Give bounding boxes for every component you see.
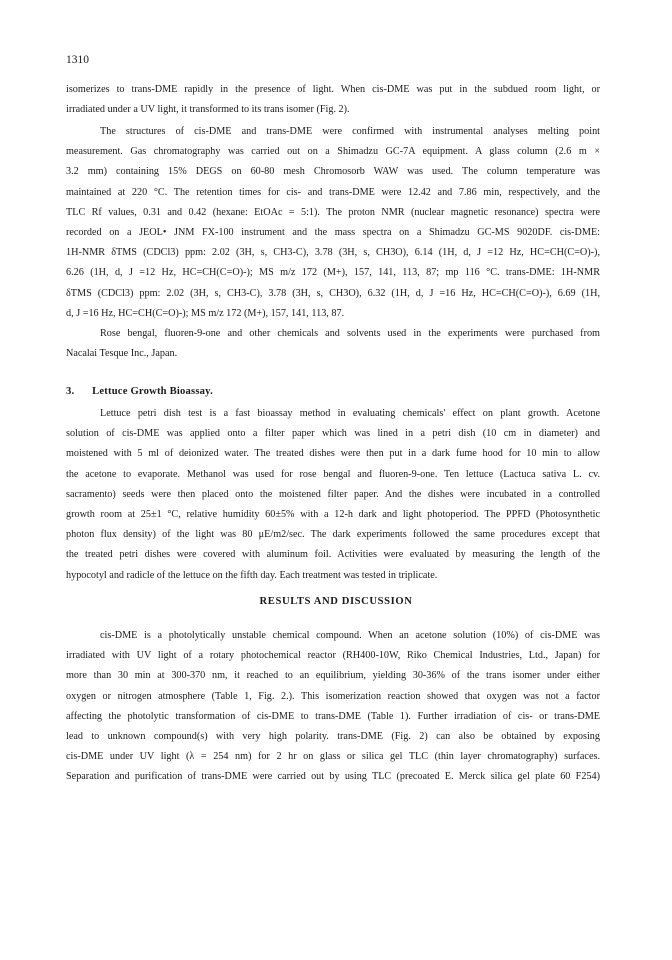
section-number: 3. <box>66 386 75 397</box>
text-line: recorded on a JEOL• JNM FX-100 instrument and the mass spectra on a Shimadzu GC-MS 9020DF. cis-DME: <box>66 227 600 239</box>
page-number: 1310 <box>66 54 89 66</box>
text-line: sacramento) seeds were then placed onto the moistened filter paper. And the dishes were incubated in a controlled <box>66 488 600 500</box>
text-line: cis-DME is a photolytically unstable chemical compound. When an acetone solution (10%) of cis-DME was <box>100 630 600 641</box>
text-line: Lettuce petri dish test is a fast bioassay method in evaluating chemicals' effect on plant growth. Acetone <box>100 408 600 419</box>
text-line: cis-DME under UV light (λ = 254 nm) for 2 hr on glass or silica gel TLC (thin layer chromatography) surfaces. <box>66 751 600 763</box>
section-title: Lettuce Growth Bioassay. <box>92 386 213 397</box>
text-line: the treated petri dishes were covered with aluminum foil. Activities were evaluated by measuring the length of the <box>66 549 600 561</box>
text-line: solution of cis-DME was applied onto a filter paper which was lined in a petri dish (10 cm in diameter) and <box>66 428 600 440</box>
text-line: oxygen or nitrogen atmosphere (Table 1, Fig. 2.). This isomerization reaction showed that oxygen was not a factor <box>66 690 600 702</box>
text-line: The structures of cis-DME and trans-DME were confirmed with instrumental analyses melting point <box>100 126 600 137</box>
text-line: hypocotyl and radicle of the lettuce on the fifth day. Each treatment was tested in triplicate. <box>66 569 438 581</box>
text-line: isomerizes to trans-DME rapidly in the presence of light. When cis-DME was put in the subdued room light, or <box>66 84 600 95</box>
text-line: Rose bengal, fluoren-9-one and other chemicals and solvents used in the experiments were purchased from <box>100 328 600 339</box>
text-line: 3.2 mm) containing 15% DEGS on 60-80 mesh Chromosorb WAW was used. The column temperature was <box>66 166 600 178</box>
text-line: δTMS (CDCl3) ppm: 2.02 (3H, s, CH3-C), 3.78 (3H, s, CH3O), 6.32 (1H, d, J =16 Hz, HC=CH(C=O)-), 6.69 (1H, <box>66 287 600 299</box>
text-line: irradiated with UV light of a rotary photochemical reactor (RH400-10W, Riko Chemical Industries, Ltd., Japan) for <box>66 650 600 662</box>
reagents-paragraph <box>66 324 600 364</box>
section-heading <box>66 386 600 397</box>
results-paragraph <box>66 626 600 788</box>
text-line: irradiated under a UV light, it transformed to its trans isomer (Fig. 2). <box>66 104 350 116</box>
text-line: 1H-NMR δTMS (CDCl3) ppm: 2.02 (3H, s, CH3-C), 3.78 (3H, s, CH3O), 6.14 (1H, d, J =12 Hz, HC=CH(C=O)-), <box>66 247 600 259</box>
text-line: moistened with 5 ml of deionized water. The treated dishes were then put in a dark fume hood for 10 min to allow <box>66 448 600 460</box>
text-line: Nacalai Tesque Inc., Japan. <box>66 348 178 360</box>
text-line: photon flux density) of the light was 80 μE/m2/sec. The dark experiments followed the same procedures except that <box>66 529 600 541</box>
text-line: growth room at 25±1 °C, relative humidity 60±5% with a 12-h dark and light photoperiod. The PPFD (Photosynthetic <box>66 509 600 521</box>
results-heading: RESULTS AND DISCUSSION <box>259 596 413 607</box>
text-line: maintained at 220 °C. The retention times for cis- and trans-DME were 12.42 and 7.86 min, respectively, and the <box>66 186 600 198</box>
text-line: Separation and purification of trans-DME were carried out by using TLC (precoated E. Merck silica gel plate 60 F254) <box>66 771 600 783</box>
text-line: d, J =16 Hz, HC=CH(C=O)-); MS m/z 172 (M+), 157, 141, 113, 87. <box>66 307 345 319</box>
text-line: TLC Rf values, 0.31 and 0.42 (hexane: EtOAc = 5:1). The proton NMR (nuclear magnetic resonance) spectra were <box>66 206 600 218</box>
text-line: 6.26 (1H, d, J =12 Hz, HC=CH(C=O)-); MS m/z 172 (M+), 157, 141, 113, 87; mp 116 °C. trans-DME: 1H-NMR <box>66 267 600 279</box>
text-line: lead to unknown compound(s) with very high polarity. trans-DME (Fig. 2) can also be obtained by exposing <box>66 731 600 743</box>
text-line: the acetone to evaporate. Methanol was used for rose bengal and fluoren-9-one. Ten lettuce (Lactuca sativa L. cv. <box>66 468 600 480</box>
text-line: measurement. Gas chromatography was carried out on a Shimadzu GC-7A equipment. A glass column (2.6 m × <box>66 146 600 158</box>
bioassay-paragraph <box>66 404 600 586</box>
text-line: more than 30 min at 300-370 nm, it reached to an equilibrium, yielding 30-36% of the trans isomer under either <box>66 670 600 682</box>
text-line: affecting the photolytic transformation of cis-DME to trans-DME (Table 1). Further irradiation of cis- or trans-DME <box>66 710 600 722</box>
structures-paragraph <box>66 122 600 324</box>
intro-paragraph <box>66 80 600 120</box>
